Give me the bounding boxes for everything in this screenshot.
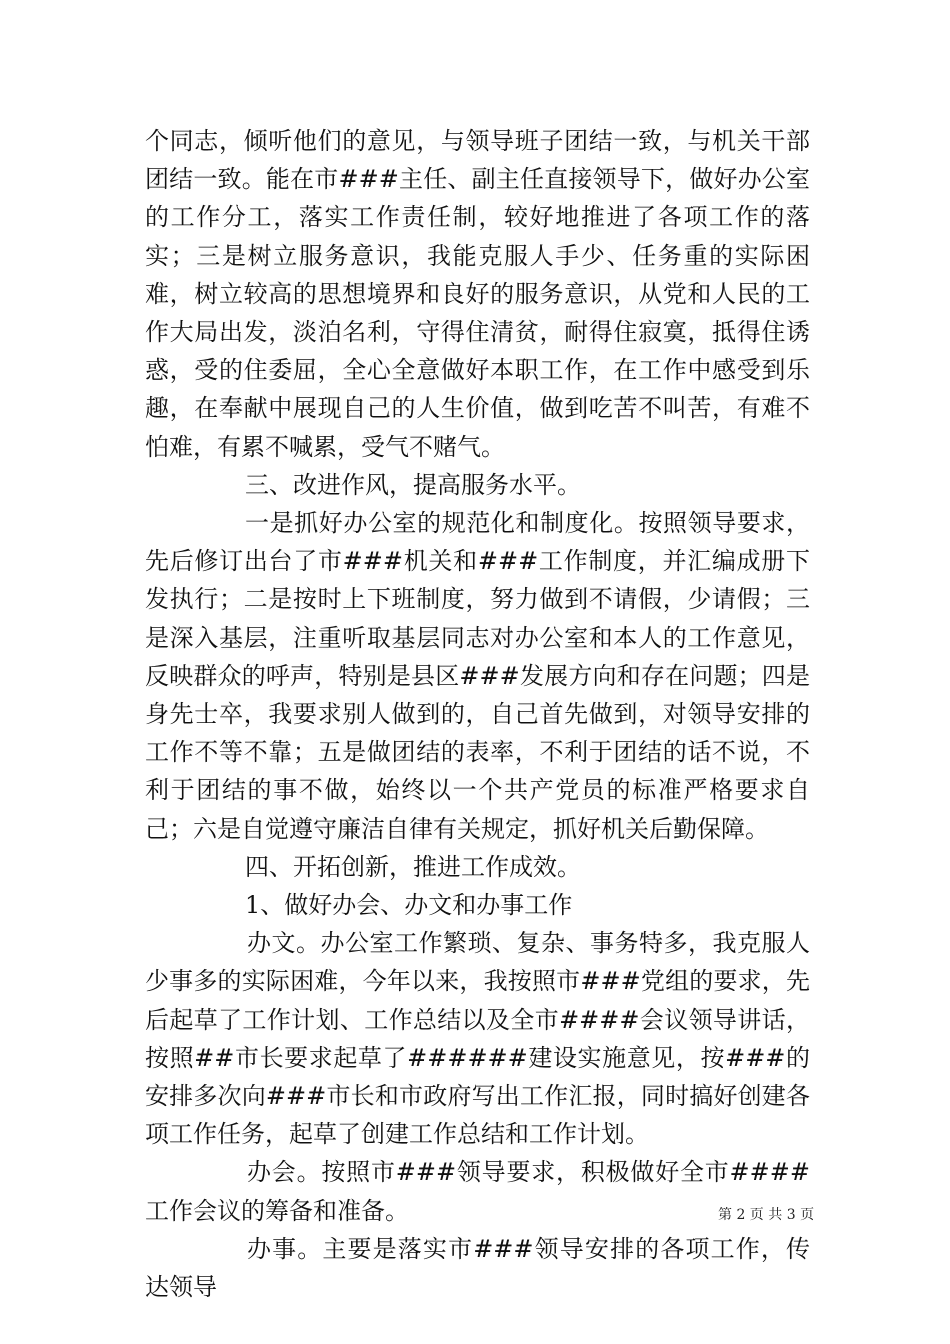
paragraph-style-improvement: 一是抓好办公室的规范化和制度化。按照领导要求，先后修订出台了市###机关和###工作制度，并汇编成册下发执行；二是按时上下班制度，努力做到不请假，少请假；三是深入基层，注重听取基层同志对办公室和本人的工作意见，反映群众的呼声，特别是县区###发展方向和存在问题；四是身先士卒，我要求别人做到的，自己首先做到，对领导安排的工作不等不靠；五是做团结的表率，不利于团结的话不说，不利于团结的事不做，始终以一个共产党员的标准严格要求自己；六是自觉遵守廉洁自律有关规定，抓好机关后勤保障。 [145,509,810,843]
paragraph-document-drafting: 办文。办公室工作繁琐、复杂、事务特多，我克服人少事多的实际困难，今年以来，我按照市###党组的要求，先后起草了工作计划、工作总结以及全市####会议领导讲话，按照##市长要求起草了######建设实施意见，按###的安排多次向###市长和市政府写出工作汇报，同时搞好创建各项工作任务，起草了创建工作总结和工作计划。 [145,929,810,1149]
paragraph-continuation: 个同志，倾听他们的意见，与领导班子团结一致，与机关干部团结一致。能在市###主任、副主任直接领导下，做好办公室的工作分工，落实工作责任制，较好地推进了各项工作的落实；三是树立服务意识，我能克服人手少、任务重的实际困难，树立较高的思想境界和良好的服务意识，从党和人民的工作大局出发，淡泊名利，守得住清贫，耐得住寂寞，抵得住诱惑，受的住委屈，全心全意做好本职工作，在工作中感受到乐趣，在奉献中展现自己的人生价值，做到吃苦不叫苦，有难不怕难，有累不喊累，受气不赌气。 [145,127,810,461]
subsection-heading-1: 1、做好办会、办文和办事工作 [245,891,573,920]
page-number-footer: 第 2 页 共 3 页 [718,1207,815,1223]
paragraph-affairs-handling: 办事。主要是落实市###领导安排的各项工作，传达领导 [145,1234,810,1302]
section-heading-3: 三、改进作风，提高服务水平。 [245,470,581,499]
section-heading-4: 四、开拓创新，推进工作成效。 [245,852,581,881]
paragraph-meeting-organization: 办会。按照市###领导要求，积极做好全市####工作会议的筹备和准备。 [145,1158,810,1225]
document-body [145,122,810,1306]
